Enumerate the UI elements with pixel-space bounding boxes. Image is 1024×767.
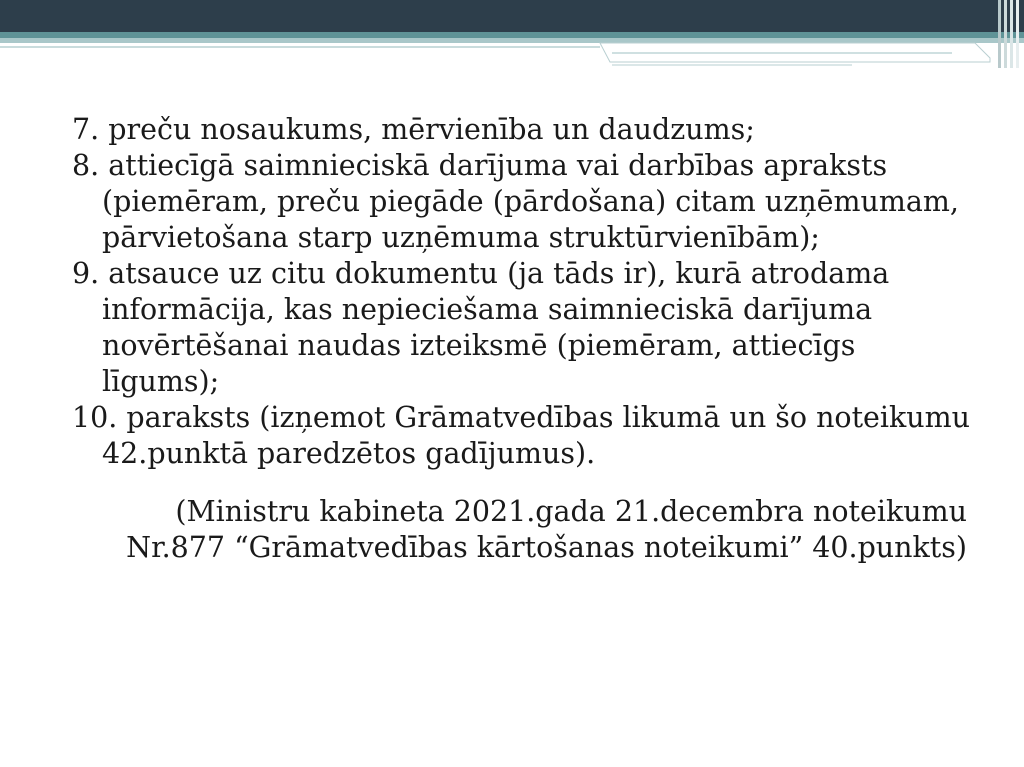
header-teal-stripe (0, 32, 1024, 38)
header-right-edge-2 (1004, 0, 1007, 68)
header-thin-line-left (0, 46, 600, 48)
list-item-10: 10. paraksts (izņemot Grāmatvedības likumā un šo noteikumu 42.punktā paredzētos gadījumus). (72, 401, 971, 470)
header-right-edge-3 (1010, 0, 1013, 68)
list-item-9: 9. atsauce uz citu dokumentu (ja tāds ir), kurā atrodama informācija, kas nepieciešama saimnieciskā darījuma novērtēšanai naudas izteiksmē (piemēram, attiecīgs līgums); (72, 257, 890, 398)
header-dark-bar (0, 0, 1024, 32)
header-right-edge-1 (998, 0, 1001, 68)
header-tab-bottom-line (612, 64, 852, 66)
header-tab-inner-line (612, 52, 952, 54)
list-item-8: 8. attiecīgā saimnieciskā darījuma vai darbības apraksts (piemēram, preču piegāde (pārdošana) citam uzņēmumam, pārvietošana starp uzņēmuma struktūrvienībām); (72, 149, 959, 254)
header-decoration (0, 0, 1024, 68)
list-item-7: 7. preču nosaukums, mērvienība un daudzums; (72, 113, 755, 146)
slide-body (72, 112, 972, 595)
header-light-stripe (0, 38, 1024, 43)
citation-text: (Ministru kabineta 2021.gada 21.decembra noteikumu Nr.877 “Grāmatvedības kārtošanas noteikumi” 40.punkts) (126, 495, 967, 564)
header-right-edge-4 (1016, 0, 1019, 68)
